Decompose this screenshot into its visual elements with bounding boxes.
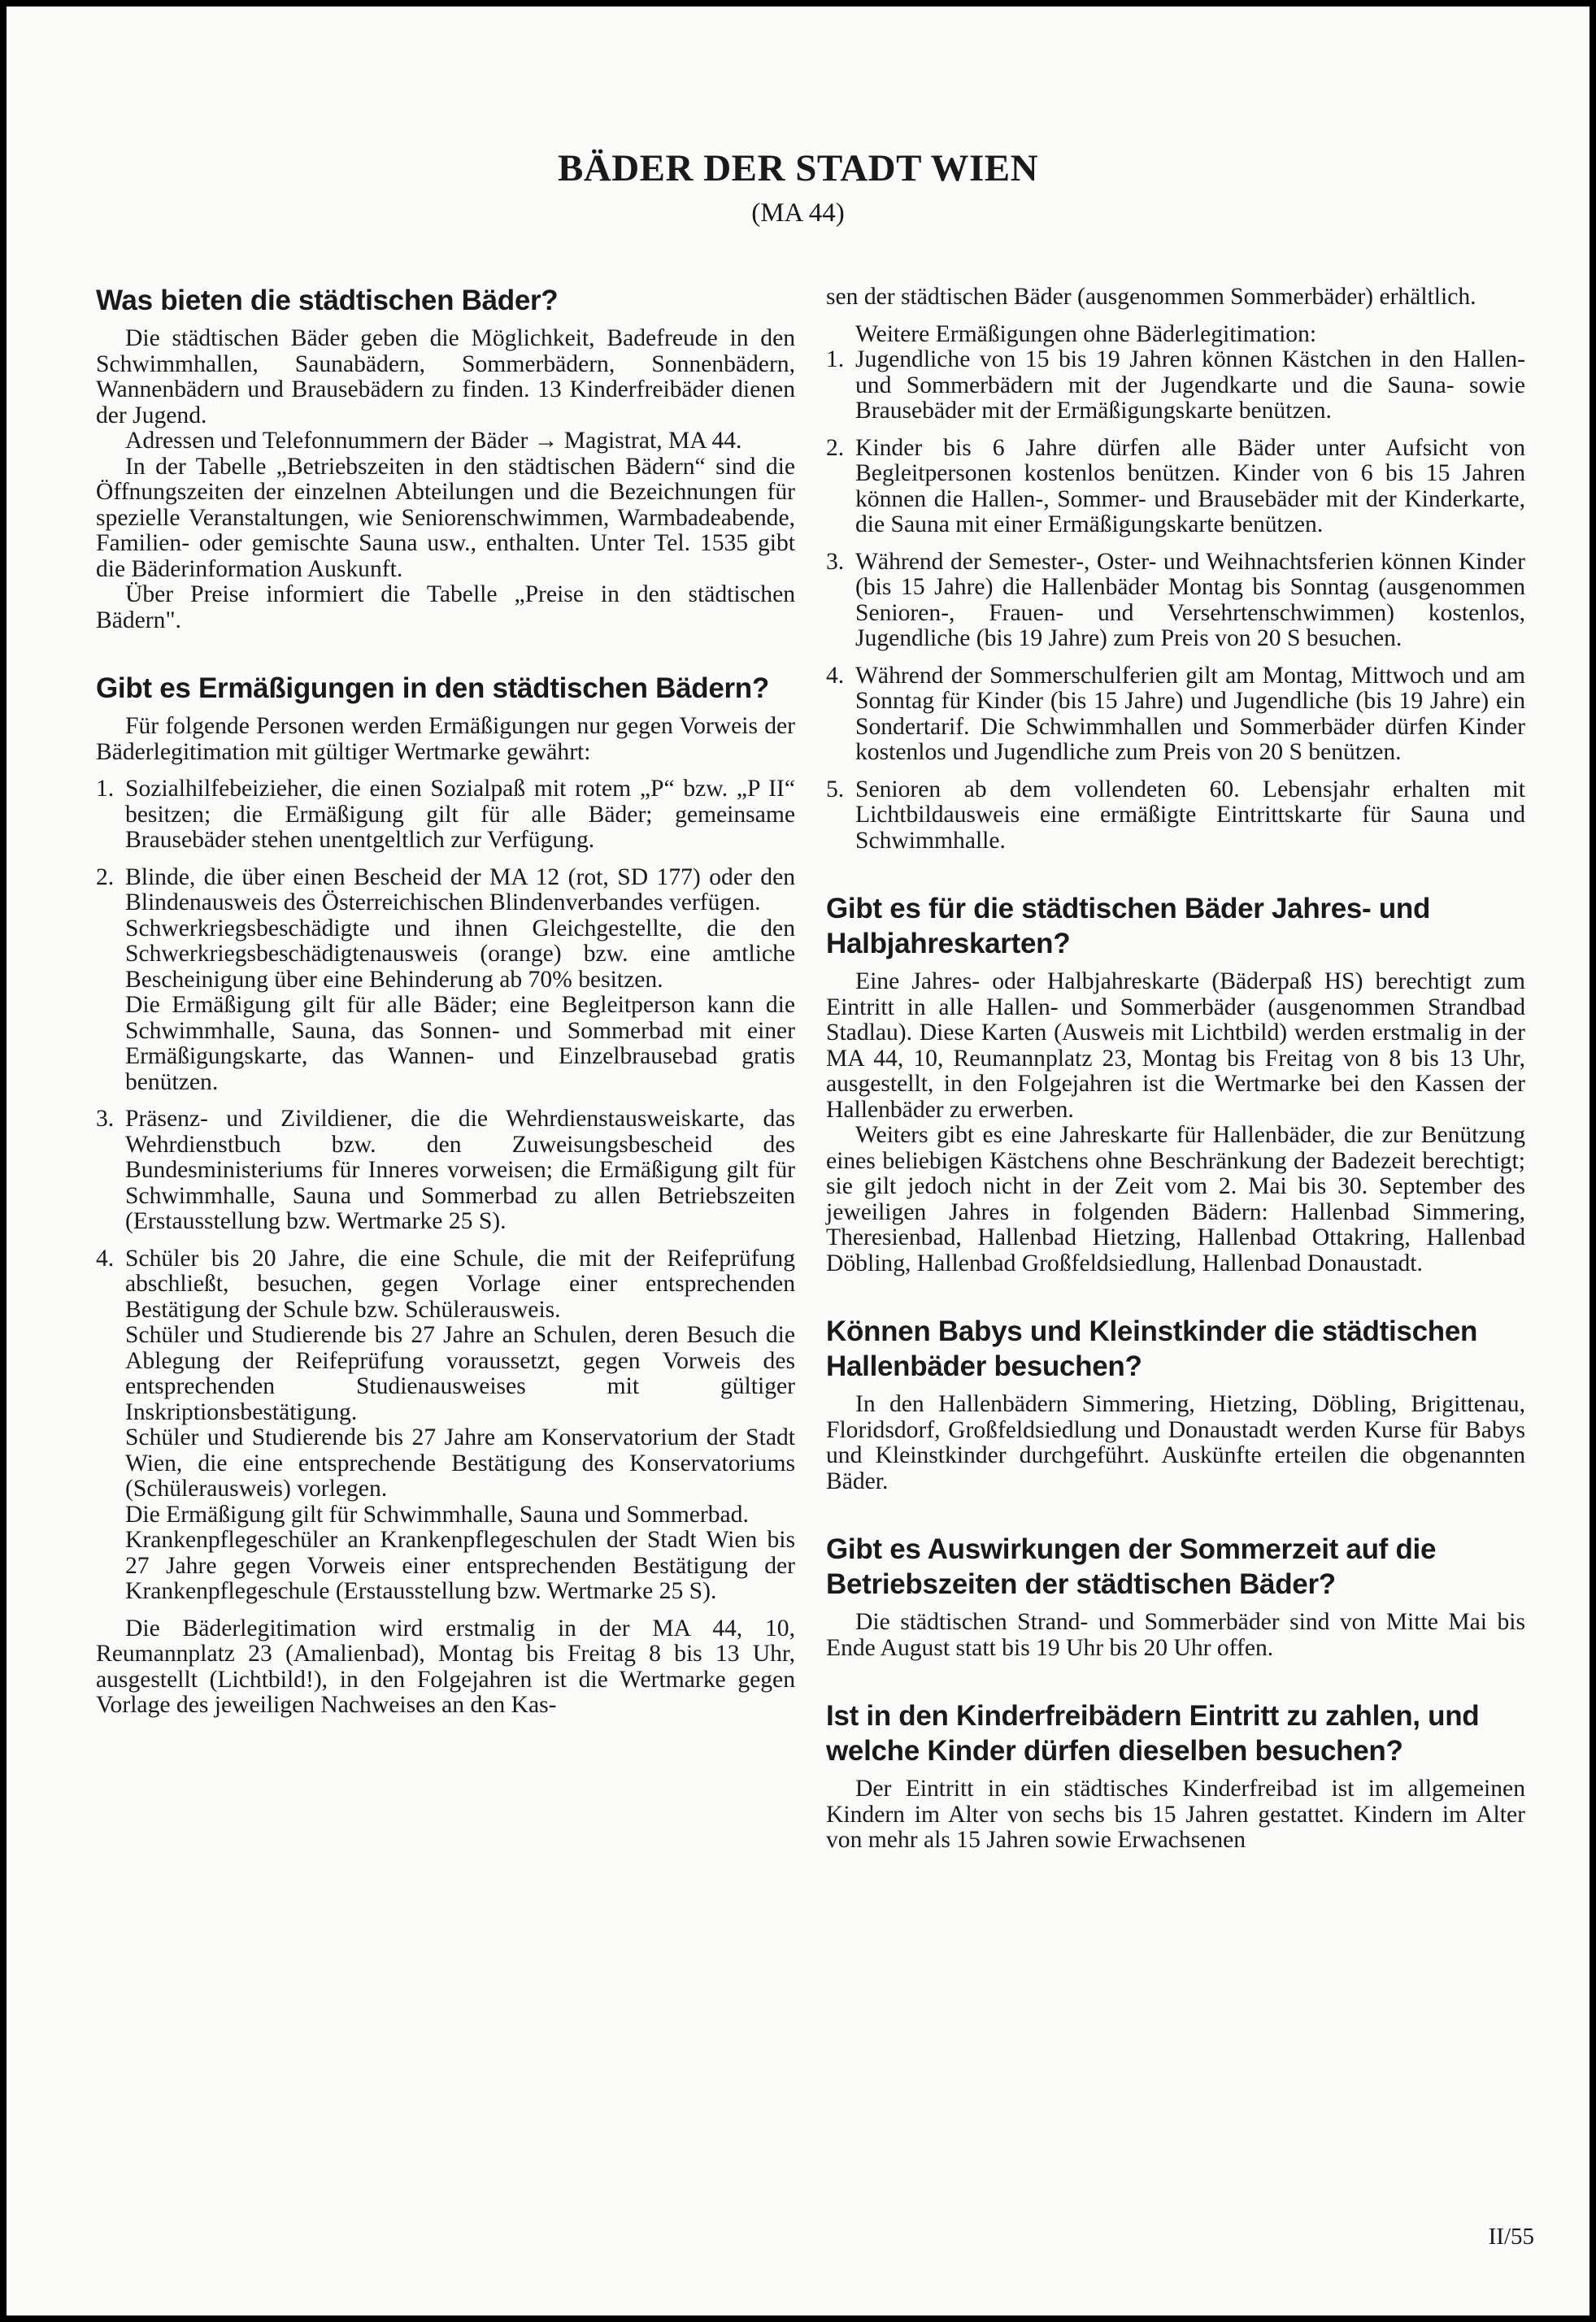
list-item-text: Schüler und Studierende bis 27 Jahre an Schulen, deren Besuch die Ablegung der Reifeprüfung voraussetzt, gegen Vorweis des entsprechenden Studienausweises mit gültiger Inskriptionsbestätigung. bbox=[125, 1322, 795, 1425]
section-heading: Gibt es Auswirkungen der Sommerzeit auf die Betriebszeiten der städtischen Bäder? bbox=[826, 1533, 1437, 1600]
page-number: II/55 bbox=[1488, 2224, 1534, 2250]
list-item-text: Die Ermäßigung gilt für alle Bäder; eine Begleitperson kann die Schwimmhalle, Sauna, das Sonnen- und Sommerbad mit einer Ermäßigungskarte, das Wannen- und Einzelbrausebad gratis benützen. bbox=[125, 992, 795, 1095]
list-item-text: Kinder bis 6 Jahre dürfen alle Bäder unter Aufsicht von Begleitpersonen kostenlos benützen. Kinder von 6 bis 15 Jahren können die Hallen-, Sommer- und Brausebäder mit der Kinderkarte, die Sauna mit einer Ermäßigungskarte benützen. bbox=[855, 434, 1525, 537]
list-number: 3. bbox=[826, 548, 845, 575]
list-item-text: Senioren ab dem vollendeten 60. Lebensjahr erhalten mit Lichtbildausweis eine ermäßigte Eintrittskarte für Sauna und Schwimmhalle. bbox=[855, 776, 1525, 854]
section-heading: Gibt es für die städtischen Bäder Jahres- und Halbjahreskarten? bbox=[826, 893, 1431, 959]
paragraph: Die städtischen Bäder geben die Möglichkeit, Badefreude in den Schwimmhallen, Saunabädern, Sommerbädern, Sonnenbädern, Wannenbädern und Brausebädern zu finden. 13 Kinderfreibäder dienen der Jugend. bbox=[96, 325, 795, 428]
list-number: 2. bbox=[826, 434, 845, 461]
list-item bbox=[826, 347, 1525, 424]
paragraph: Eine Jahres- oder Halbjahreskarte (Bäderpaß HS) berechtigt zum Eintritt in alle Hallen- und Sommerbäder (ausgenommen Strandbad Stadlau). Diese Karten (Ausweis mit Lichtbild) werden erstmalig in der MA 44, 10, Reumannplatz 23, Montag bis Freitag von 8 bis 13 Uhr, ausgestellt, in den Folgejahren ist die Wertmarke bei den Kassen der Hallenbäder zu erwerben. bbox=[826, 968, 1525, 1123]
list-item-text: Jugendliche von 15 bis 19 Jahren können Kästchen in den Hallen- und Sommerbädern mit der Jugendkarte und die Sauna- sowie Brausebäder mit der Ermäßigungskarte benützen. bbox=[855, 346, 1525, 424]
list-item bbox=[96, 1246, 795, 1605]
list-item bbox=[96, 1107, 795, 1235]
list-number: 5. bbox=[826, 776, 845, 802]
section-heading: Ist in den Kinderfreibädern Eintritt zu zahlen, und welche Kinder dürfen dieselben besuchen? bbox=[826, 1700, 1480, 1767]
list-number: 3. bbox=[96, 1106, 115, 1132]
section-what-offer bbox=[96, 283, 795, 633]
page-subtitle: (MA 44) bbox=[751, 198, 845, 228]
paragraph: In den Hallenbädern Simmering, Hietzing, Döbling, Brigittenau, Floridsdorf, Großfeldsiedlung und Donaustadt werden Kurse für Babys und Kleinstkinder durchgeführt. Auskünfte erteilen die obgenannten Bäder. bbox=[826, 1391, 1525, 1494]
list-item-text: Schüler bis 20 Jahre, die eine Schule, die mit der Reifeprüfung abschließt, besuchen, gegen Vorlage einer entsprechenden Bestätigung der Schule bzw. Schülerausweis. bbox=[125, 1245, 795, 1323]
list-number: 1. bbox=[96, 776, 115, 802]
paragraph: Die Bäderlegitimation wird erstmalig in der MA 44, 10, Reumannplatz 23 (Amalienbad), Montag bis Freitag 8 bis 13 Uhr, ausgestellt (Lichtbild!), in den Folgejahren ist die Wertmarke gegen Vorlage des jeweiligen Nachweises an den Kas- bbox=[96, 1615, 795, 1718]
paragraph-continued: sen der städtischen Bäder (ausgenommen Sommerbäder) erhältlich. bbox=[826, 284, 1476, 310]
list-item-text: Schüler und Studierende bis 27 Jahre am Konservatorium der Stadt Wien, die eine entsprechende Bestätigung des Konservatoriums (Schülerausweis) vorlegen. bbox=[125, 1424, 795, 1502]
list-number: 2. bbox=[96, 863, 115, 890]
paragraph: Adressen und Telefonnummern der Bäder → Magistrat, MA 44. bbox=[125, 428, 742, 454]
document-page bbox=[7, 7, 1589, 2315]
list-number: 4. bbox=[826, 662, 845, 689]
section-children-pools bbox=[826, 1698, 1525, 1854]
list-item-text: Während der Semester-, Oster- und Weihnachtsferien können Kinder (bis 15 Jahre) die Hallenbäder Montag bis Sonntag (ausgenommen Senioren-, Frauen- und Versehrtenschwimmen) kostenlos, Jugendliche (bis 19 Jahre) zum Preis von 20 S besuchen. bbox=[855, 548, 1525, 651]
list-item-text: Blinde, die über einen Bescheid der MA 12 (rot, SD 177) oder den Blindenausweis des Österreichischen Blindenverbandes verfügen. bbox=[125, 863, 795, 915]
list-item bbox=[826, 663, 1525, 766]
list-item bbox=[826, 777, 1525, 854]
list-item-text: Sozialhilfebeizieher, die einen Sozialpaß mit rotem „P“ bzw. „P II“ besitzen; die Ermäßigung gilt für alle Bäder; gemeinsame Brausebäder stehen unentgeltlich zur Verfügung. bbox=[125, 776, 795, 853]
paragraph: Die städtischen Strand- und Sommerbäder sind von Mitte Mai bis Ende August statt bis 19 Uhr bis 20 Uhr offen. bbox=[826, 1609, 1525, 1661]
list-number: 4. bbox=[96, 1245, 115, 1272]
section-discounts bbox=[96, 671, 795, 1719]
list-item bbox=[826, 550, 1525, 652]
list-item-text: Während der Sommerschulferien gilt am Montag, Mittwoch und am Sonntag für Kinder (bis 15 Jahre) und Jugendliche (bis 19 Jahre) ein Sondertarif. Die Schwimmhallen und Sommerbäder dürfen Kinder kostenlos und Jugendliche zum Preis von 20 S benützen. bbox=[855, 662, 1525, 765]
section-heading: Gibt es Ermäßigungen in den städtischen Bädern? bbox=[96, 672, 769, 704]
further-discount-list bbox=[826, 347, 1525, 854]
section-heading: Können Babys und Kleinstkinder die städtischen Hallenbäder besuchen? bbox=[826, 1315, 1478, 1382]
list-item-text: Die Ermäßigung gilt für Schwimmhalle, Sauna und Sommerbad. bbox=[125, 1501, 749, 1528]
section-heading: Was bieten die städtischen Bäder? bbox=[96, 285, 559, 316]
discount-list bbox=[96, 776, 795, 1605]
list-item-text: Schwerkriegsbeschädigte und ihnen Gleichgestellte, die den Schwerkriegsbeschädigtenausweis (orange) bzw. eine amtliche Bescheinigung über eine Behinderung ab 70% besitzen. bbox=[125, 915, 795, 993]
list-item bbox=[826, 436, 1525, 538]
paragraph: In der Tabelle „Betriebszeiten in den städtischen Bädern“ sind die Öffnungszeiten der einzelnen Abteilungen und die Bezeichnungen für spezielle Veranstaltungen, wie Seniorenschwimmen, Warmbadeabende, Familien- oder gemischte Sauna usw., enthalten. Unter Tel. 1535 gibt die Bäderinformation Auskunft. bbox=[96, 453, 795, 582]
left-column bbox=[96, 283, 795, 1756]
right-column bbox=[826, 285, 1525, 1891]
list-item bbox=[96, 865, 795, 1096]
list-item-text: Krankenpflegeschüler an Krankenpflegeschulen der Stadt Wien bis 27 Jahre gegen Vorweis einer entsprechenden Bestätigung der Krankenpflegeschule (Erstausstellung bzw. Wertmarke 25 S). bbox=[125, 1527, 795, 1604]
list-item bbox=[96, 776, 795, 854]
page-title: BÄDER DER STADT WIEN bbox=[557, 147, 1039, 189]
list-item-text: Präsenz- und Zivildiener, die die Wehrdienstausweiskarte, das Wehrdienstbuch bzw. den Zuweisungsbescheid des Bundesministeriums für Inneres vorweisen; die Ermäßigung gilt für Schwimmhalle, Sauna und Sommerbad zu allen Betriebszeiten (Erstausstellung bzw. Wertmarke 25 S). bbox=[125, 1106, 795, 1234]
paragraph: Über Preise informiert die Tabelle „Preise in den städtischen Bädern". bbox=[96, 581, 795, 633]
section-summer-time bbox=[826, 1532, 1525, 1661]
list-number: 1. bbox=[826, 346, 845, 372]
section-babies bbox=[826, 1314, 1525, 1494]
paragraph: Weiters gibt es eine Jahreskarte für Hallenbäder, die zur Benützung eines beliebigen Kästchens ohne Beschränkung der Badezeit berechtigt; sie gilt jedoch nicht in der Zeit vom 2. Mai bis 30. September des jeweiligen Jahres in folgenden Bädern: Hallenbad Simmering, Theresienbad, Hallenbad Hietzing, Hallenbad Ottakring, Hallenbad Döbling, Hallenbad Großfeldsiedlung, Hallenbad Donaustadt. bbox=[826, 1122, 1525, 1276]
section-annual-cards bbox=[826, 891, 1525, 1276]
paragraph: Für folgende Personen werden Ermäßigungen nur gegen Vorweis der Bäderlegitimation mit gültiger Wertmarke gewährt: bbox=[96, 713, 795, 765]
paragraph: Weitere Ermäßigungen ohne Bäderlegitimation: bbox=[855, 320, 1317, 347]
paragraph: Der Eintritt in ein städtisches Kinderfreibad ist im allgemeinen Kindern im Alter von sechs bis 15 Jahren gestattet. Kindern im Alter von mehr als 15 Jahren sowie Erwachsenen bbox=[826, 1776, 1525, 1853]
